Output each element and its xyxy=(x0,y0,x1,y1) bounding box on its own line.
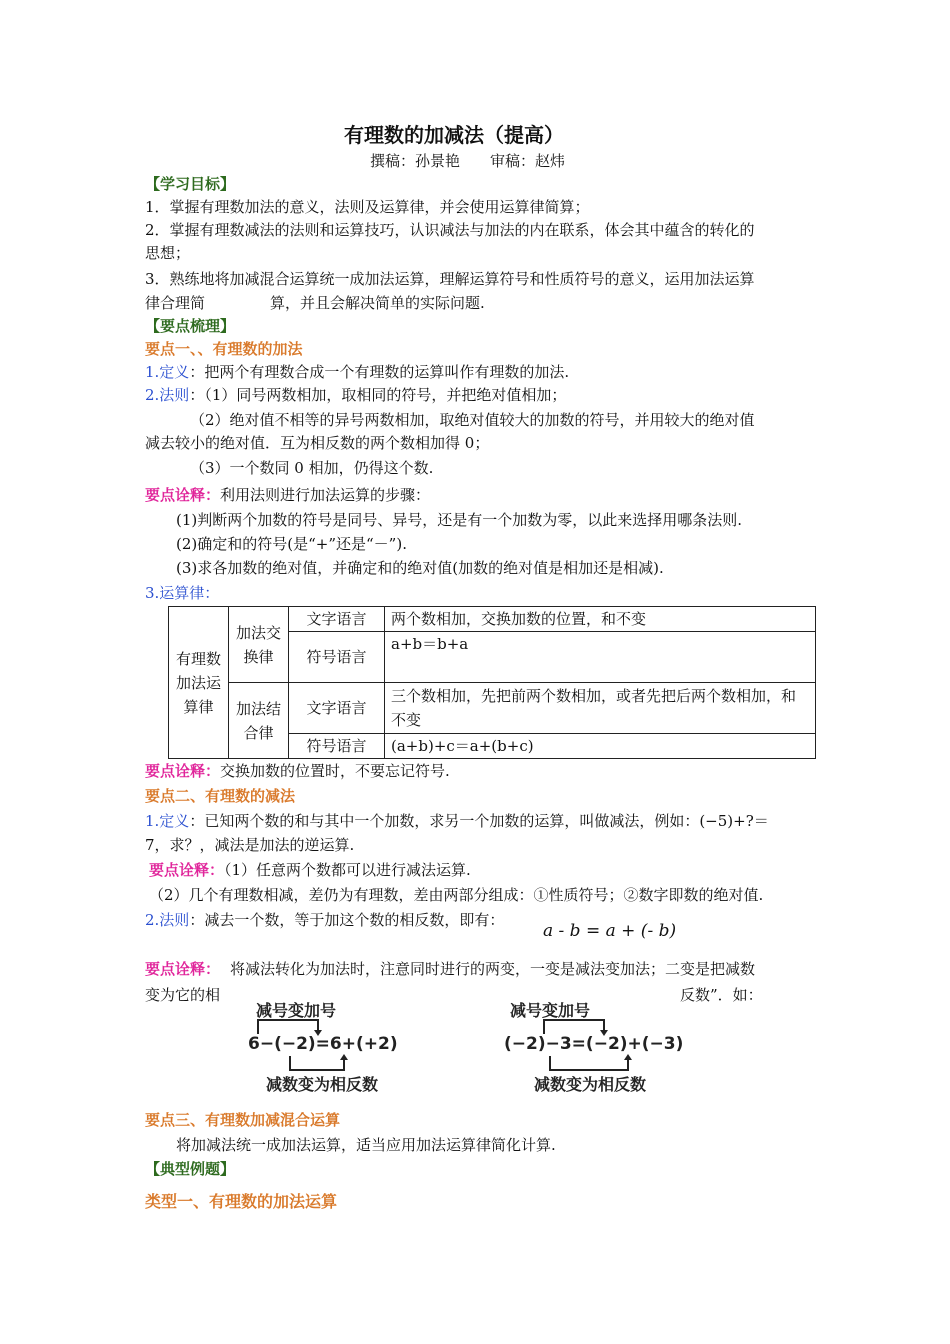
table-group-cell: 有理数加法运算律 xyxy=(169,607,229,759)
point2-heading: 要点二、有理数的减法 xyxy=(145,787,296,805)
figure-1-bottom-label: 减数变为相反数 xyxy=(266,1075,379,1094)
p1-rule-3: （3）一个数同 0 相加，仍得这个数. xyxy=(190,459,434,477)
type1-heading: 类型一、有理数的加法运算 xyxy=(145,1192,338,1211)
p2-rule xyxy=(145,909,504,931)
table-assoc-word-label: 文字语言 xyxy=(289,683,385,734)
table-comm-symbol-label: 符号语言 xyxy=(289,632,385,683)
figure-1-equation: 6−(−2)=6+(+2) xyxy=(248,1034,398,1054)
p2-note-3b-start: 变为它的相 xyxy=(145,986,221,1004)
goal-3a: 3．熟练地将加减混合运算统一成加法运算，理解运算符号和性质符号的意义，运用加法运算 xyxy=(145,270,755,288)
figure-2-bottom-label: 减数变为相反数 xyxy=(534,1075,647,1094)
authors-line: 撰稿：孙景艳 审稿：赵炜 xyxy=(370,152,566,170)
goal-3b-start: 律合理简 xyxy=(145,294,206,312)
p2-rule-label: 2.法则 xyxy=(145,911,190,929)
page-title: 有理数的加减法（提高） xyxy=(344,123,564,147)
p2-note-label: 要点诠释： xyxy=(149,861,225,879)
goal-2a: 2．掌握有理数减法的法则和运算技巧，认识减法与加法的内在联系，体会其中蕴含的转化的 xyxy=(145,221,755,239)
p1-rule-2a: （2）绝对值不相等的异号两数相加，取绝对值较大的加数的符号，并用较大的绝对值 xyxy=(190,411,755,429)
p2-note3-label: 要点诠释： xyxy=(145,960,221,978)
p1-rule-1 xyxy=(145,384,566,406)
p1-definition-text: ：把两个有理数合成一个有理数的运算叫作有理数的加法. xyxy=(189,363,570,381)
goal-3b-end: 算，并且会解决简单的实际问题. xyxy=(270,294,485,312)
p2-note-3 xyxy=(145,958,755,980)
p2-note-3b-end: 反数”．如： xyxy=(680,986,763,1004)
example-figure-1 xyxy=(244,996,404,1096)
table-comm-symbol: a+b＝b+a xyxy=(385,632,816,683)
p2-definition-text: ：已知两个数的和与其中一个加数，求另一个加数的运算，叫做减法，例如：(−5)+?＝ xyxy=(189,812,769,830)
table-assoc-symbol-label: 符号语言 xyxy=(289,734,385,759)
figure-1-top-label: 减号变加号 xyxy=(256,1001,337,1020)
p1-note-text: 利用法则进行加法运算的步骤： xyxy=(220,486,431,504)
table-assoc-word: 三个数相加，先把前两个数相加，或者先把后两个数相加，和不变 xyxy=(385,683,816,734)
addition-laws-table xyxy=(168,606,816,759)
table-comm-word: 两个数相加，交换加数的位置，和不变 xyxy=(385,607,816,632)
p1-definition xyxy=(145,361,569,383)
points-heading: 【要点梳理】 xyxy=(145,317,236,335)
example-figure-2 xyxy=(500,996,684,1096)
p1-note-2 xyxy=(145,760,450,782)
p1-note2-label: 要点诠释： xyxy=(145,762,221,780)
p1-law-label: 3.运算律： xyxy=(145,584,220,602)
table-associative-cell: 加法结合律 xyxy=(229,683,289,759)
p1-note xyxy=(145,484,430,506)
p1-note-label: 要点诠释： xyxy=(145,486,221,504)
p2-note-1: （1）任意两个数都可以进行减法运算. xyxy=(224,861,471,879)
goals-heading: 【学习目标】 xyxy=(145,175,236,193)
p2-rule-text: ：减去一个数，等于加这个数的相反数，即有： xyxy=(189,911,505,929)
table-commutative-cell: 加法交换律 xyxy=(229,607,289,683)
subtraction-formula: a - b = a + (- b) xyxy=(543,921,677,941)
p1-definition-label: 1.定义 xyxy=(145,363,190,381)
p2-note-2: （2）几个有理数相减，差仍为有理数，差由两部分组成：①性质符号；②数字即数的绝对值. xyxy=(149,886,764,904)
p1-step-1: (1)判断两个加数的符号是同号、异号，还是有一个加数为零，以此来选择用哪条法则. xyxy=(176,511,743,529)
point3-heading: 要点三、有理数加减混合运算 xyxy=(145,1111,341,1129)
p2-definition-label: 1.定义 xyxy=(145,812,190,830)
examples-heading: 【典型例题】 xyxy=(145,1160,236,1178)
p1-note2-text: 交换加数的位置时，不要忘记符号. xyxy=(220,762,450,780)
figure-2-top-label: 减号变加号 xyxy=(510,1001,591,1020)
p2-definition-b: 7，求？，减法是加法的逆运算. xyxy=(145,836,355,854)
table-comm-word-label: 文字语言 xyxy=(289,607,385,632)
p1-rule-1-text: ：（1）同号两数相加，取相同的符号，并把绝对值相加； xyxy=(189,386,567,404)
p1-step-3: (3)求各加数的绝对值，并确定和的绝对值(加数的绝对值是相加还是相减). xyxy=(176,559,664,577)
p1-rule-2b: 减去较小的绝对值．互为相反数的两个数相加得 0； xyxy=(145,434,490,452)
p1-step-2: (2)确定和的符号(是“+”还是“－”). xyxy=(176,535,407,553)
p3-text: 将加减法统一成加法运算，适当应用加法运算律简化计算. xyxy=(176,1136,556,1154)
p1-rule-label: 2.法则 xyxy=(145,386,190,404)
p2-note3-text: 将减法转化为加法时，注意同时进行的两变，一变是减法变加法；二变是把减数 xyxy=(230,960,756,978)
point1-heading: 要点一、、有理数的加法 xyxy=(145,340,303,358)
table-assoc-symbol: (a+b)+c＝a+(b+c) xyxy=(385,734,816,759)
goal-2b: 思想； xyxy=(145,244,191,262)
figure-2-equation: (−2)−3=(−2)+(−3) xyxy=(504,1034,684,1054)
p2-definition xyxy=(145,810,769,832)
goal-1: 1．掌握有理数加法的意义，法则及运算律，并会使用运算律简算； xyxy=(145,198,590,216)
p2-note xyxy=(149,859,471,881)
